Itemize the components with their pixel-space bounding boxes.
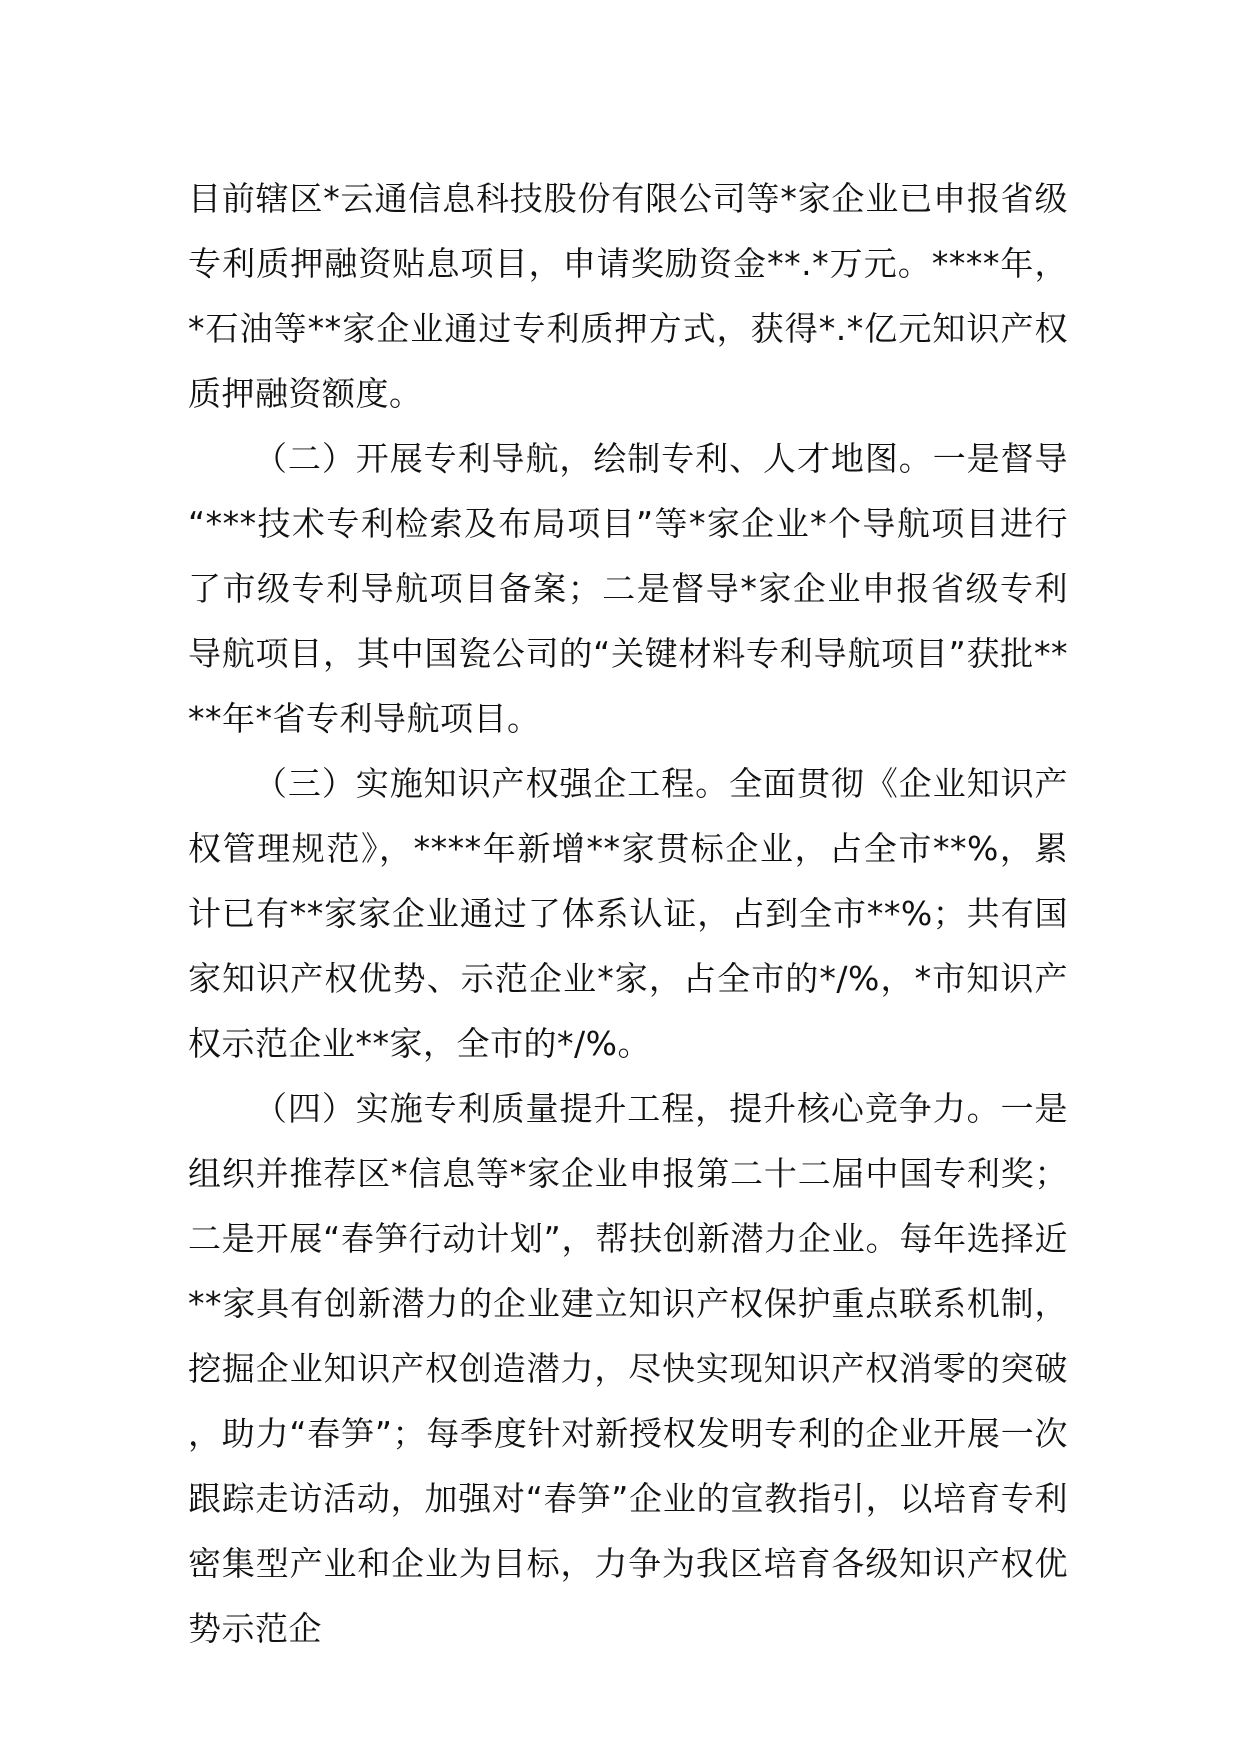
paragraph-patent-quality: （四）实施专利质量提升工程，提升核心竞争力。一是组织并推荐区*信息等*家企业申报第二十二届中国专利奖；二是开展“春笋行动计划”，帮扶创新潜力企业。每年选择近**家具有创新潜力的企业建立知识产权保护重点联系机制，挖掘企业知识产权创造潜力，尽快实现知识产权消零的突破，助力“春笋”；每季度针对新授权发明专利的企业开展一次跟踪走访活动，加强对“春笋”企业的宣教指引，以培育专利密集型产业和企业为目标，力争为我区培育各级知识产权优势示范企 (188, 1089, 1068, 1648)
document-body (188, 166, 1068, 1661)
paragraph-patent-navigation: （二）开展专利导航，绘制专利、人才地图。一是督导“***技术专利检索及布局项目”等*家企业*个导航项目进行了市级专利导航项目备案；二是督导*家企业申报省级专利导航项目，其中国瓷公司的“关键材料专利导航项目”获批****年*省专利导航项目。 (188, 439, 1068, 738)
paragraph-continuation: 目前辖区*云通信息科技股份有限公司等*家企业已申报省级专利质押融资贴息项目，申请奖励资金**.*万元。****年，*石油等**家企业通过专利质押方式，获得*.*亿元知识产权质押融资额度。 (188, 179, 1068, 413)
paragraph-ip-strong-enterprise: （三）实施知识产权强企工程。全面贯彻《企业知识产权管理规范》，****年新增**家贯标企业，占全市**%，累计已有**家家企业通过了体系认证，占到全市**%；共有国家知识产权优势、示范企业*家，占全市的*/%，*市知识产权示范企业**家，全市的*/%。 (188, 764, 1068, 1063)
